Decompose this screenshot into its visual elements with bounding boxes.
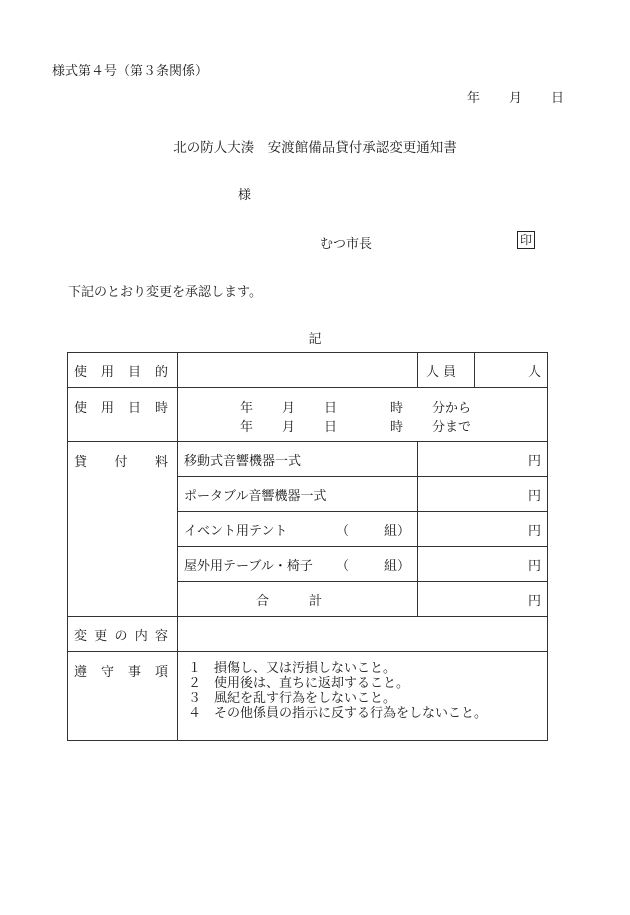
form-number: 様式第４号（第３条関係） <box>52 64 209 79</box>
datetime-label: 使 用 日 時 <box>68 388 178 442</box>
ki-heading: 記 <box>308 332 322 347</box>
change-label: 変 更 の 内 容 <box>68 617 178 652</box>
lead-text: 下記のとおり変更を承認します。 <box>68 285 262 300</box>
rule-item: １ 損傷し、又は汚損しないこと。 <box>188 661 397 676</box>
fee-item-name: イベント用テント （ 組） <box>178 512 418 547</box>
datetime-row <box>68 388 548 442</box>
datetime-from: 年 月 日 時 分から <box>240 401 472 416</box>
fee-item-amount[interactable]: 円 <box>418 477 548 512</box>
purpose-row <box>68 353 548 388</box>
addressee: 様 <box>238 188 252 203</box>
date-day: 日 <box>551 91 565 106</box>
issuer: むつ市長 <box>320 237 373 252</box>
date-month: 月 <box>509 91 523 106</box>
rules-list <box>178 652 548 741</box>
change-row <box>68 617 548 652</box>
purpose-field[interactable] <box>178 353 418 388</box>
form-table <box>67 352 548 741</box>
seal-stamp: 印 <box>517 231 535 249</box>
fee-item-name: 移動式音響機器一式 <box>178 442 418 477</box>
datetime-field[interactable] <box>178 388 548 442</box>
rule-item: ３ 風紀を乱す行為をしないこと。 <box>188 691 397 706</box>
document-title: 北の防人大湊 安渡館備品貸付承認変更通知書 <box>173 140 457 156</box>
rules-label: 遵 守 事 項 <box>68 652 178 741</box>
fee-item-name: 屋外用テーブル・椅子 （ 組） <box>178 547 418 582</box>
date-line <box>467 87 564 106</box>
fee-item-amount[interactable]: 円 <box>418 512 548 547</box>
fee-item-amount[interactable]: 円 <box>418 442 548 477</box>
rules-row <box>68 652 548 741</box>
fee-item-row <box>68 442 548 477</box>
fee-label: 貸 付 料 <box>68 442 178 617</box>
purpose-label: 使 用 目 的 <box>68 353 178 388</box>
datetime-to: 年 月 日 時 分まで <box>240 420 472 435</box>
rule-item: ４ その他係員の指示に反する行為をしないこと。 <box>188 706 488 721</box>
total-amount[interactable]: 円 <box>418 582 548 617</box>
personnel-field[interactable]: 人 <box>475 353 548 388</box>
rule-item: ２ 使用後は、直ちに返却すること。 <box>188 676 410 691</box>
change-field[interactable] <box>178 617 548 652</box>
total-label: 合 計 <box>178 582 418 617</box>
fee-item-amount[interactable]: 円 <box>418 547 548 582</box>
personnel-label: 人 員 <box>418 353 475 388</box>
date-year: 年 <box>467 91 481 106</box>
fee-item-name: ポータブル音響機器一式 <box>178 477 418 512</box>
